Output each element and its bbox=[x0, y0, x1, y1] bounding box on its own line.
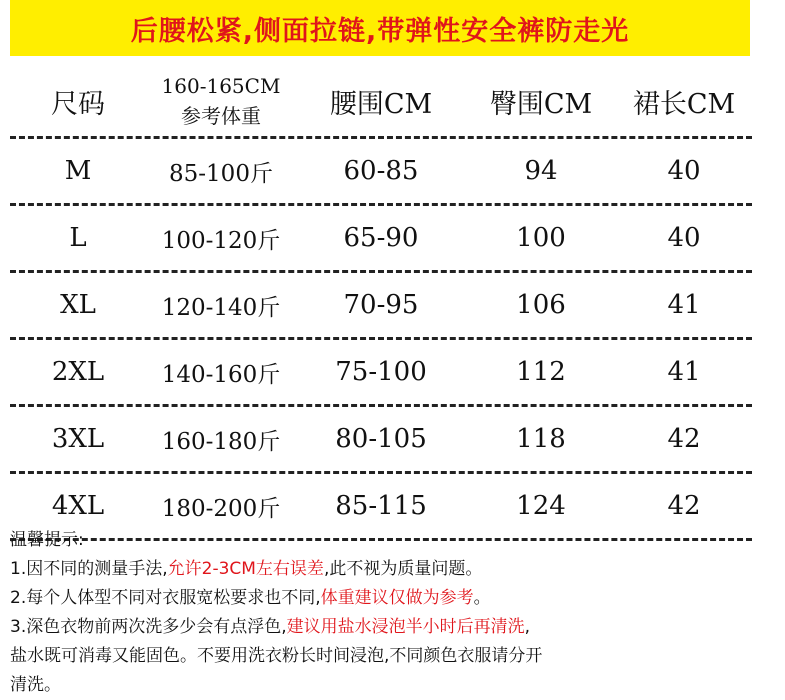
table-header-row bbox=[10, 66, 752, 136]
cell-hip: 94 bbox=[524, 156, 558, 186]
note-text: , bbox=[524, 617, 531, 637]
cell-size: M bbox=[64, 156, 92, 186]
size-chart-table bbox=[10, 66, 752, 541]
note-highlight: 建议用盐水浸泡半小时后再清洗 bbox=[286, 617, 525, 637]
cell-weight: 180-200斤 bbox=[161, 495, 281, 522]
cell-waist: 75-100 bbox=[335, 357, 427, 387]
header-waist: 腰围CM bbox=[329, 88, 433, 120]
cell-waist: 70-95 bbox=[343, 290, 419, 320]
note-washing-end: 清洗。 bbox=[10, 675, 61, 695]
table-row bbox=[10, 340, 752, 404]
header-hip: 臀围CM bbox=[489, 88, 593, 120]
banner-title: 后腰松紧,侧面拉链,带弹性安全裤防走光 bbox=[130, 15, 630, 47]
cell-weight: 140-160斤 bbox=[161, 361, 281, 388]
note-text: ,此不视为质量问题。 bbox=[323, 559, 483, 579]
header-size: 尺码 bbox=[51, 88, 105, 120]
cell-length: 42 bbox=[667, 424, 701, 454]
table-row bbox=[10, 273, 752, 337]
note-text: 。 bbox=[473, 588, 491, 608]
note-text: 2.每个人体型不同对衣服宽松要求也不同, bbox=[10, 588, 321, 608]
header-length: 裙长CM bbox=[632, 88, 736, 120]
title-banner bbox=[10, 0, 750, 56]
note-washing bbox=[10, 613, 750, 642]
cell-weight: 100-120斤 bbox=[161, 227, 281, 254]
cell-size: 4XL bbox=[51, 491, 105, 521]
cell-length: 41 bbox=[667, 357, 701, 387]
note-highlight: 体重建议仅做为参考 bbox=[320, 588, 474, 608]
header-weight-label: 参考体重 bbox=[181, 104, 261, 128]
cell-waist: 80-105 bbox=[335, 424, 427, 454]
note-washing-cont: 盐水既可消毒又能固色。不要用洗衣粉长时间浸泡,不同颜色衣服请分开 bbox=[10, 646, 543, 666]
cell-hip: 118 bbox=[516, 424, 566, 454]
note-measurement bbox=[10, 555, 750, 584]
cell-length: 40 bbox=[667, 223, 701, 253]
cell-hip: 100 bbox=[516, 223, 566, 253]
cell-waist: 85-115 bbox=[335, 491, 427, 521]
cell-size: 3XL bbox=[51, 424, 105, 454]
cell-hip: 106 bbox=[516, 290, 566, 320]
table-row bbox=[10, 206, 752, 270]
cell-weight: 160-180斤 bbox=[161, 428, 281, 455]
cell-size: 2XL bbox=[51, 357, 105, 387]
table-row bbox=[10, 139, 752, 203]
note-highlight: 允许2-3CM左右误差 bbox=[167, 559, 324, 579]
cell-length: 42 bbox=[667, 491, 701, 521]
cell-length: 40 bbox=[667, 156, 701, 186]
cell-waist: 65-90 bbox=[343, 223, 419, 253]
header-weight-height: 160-165CM bbox=[161, 74, 281, 98]
note-text: 1.因不同的测量手法, bbox=[10, 559, 168, 579]
care-notes bbox=[10, 526, 750, 700]
table-row bbox=[10, 407, 752, 471]
cell-hip: 112 bbox=[516, 357, 566, 387]
cell-size: XL bbox=[60, 290, 96, 320]
cell-weight: 85-100斤 bbox=[169, 160, 273, 187]
cell-size: L bbox=[69, 223, 87, 253]
cell-hip: 124 bbox=[516, 491, 566, 521]
cell-length: 41 bbox=[667, 290, 701, 320]
header-weight bbox=[146, 71, 296, 131]
cell-weight: 120-140斤 bbox=[161, 294, 281, 321]
note-text: 3.深色衣物前两次洗多少会有点浮色, bbox=[10, 617, 287, 637]
cell-waist: 60-85 bbox=[343, 156, 419, 186]
notes-heading: 温馨提示: bbox=[10, 530, 84, 550]
note-body-type bbox=[10, 584, 750, 613]
